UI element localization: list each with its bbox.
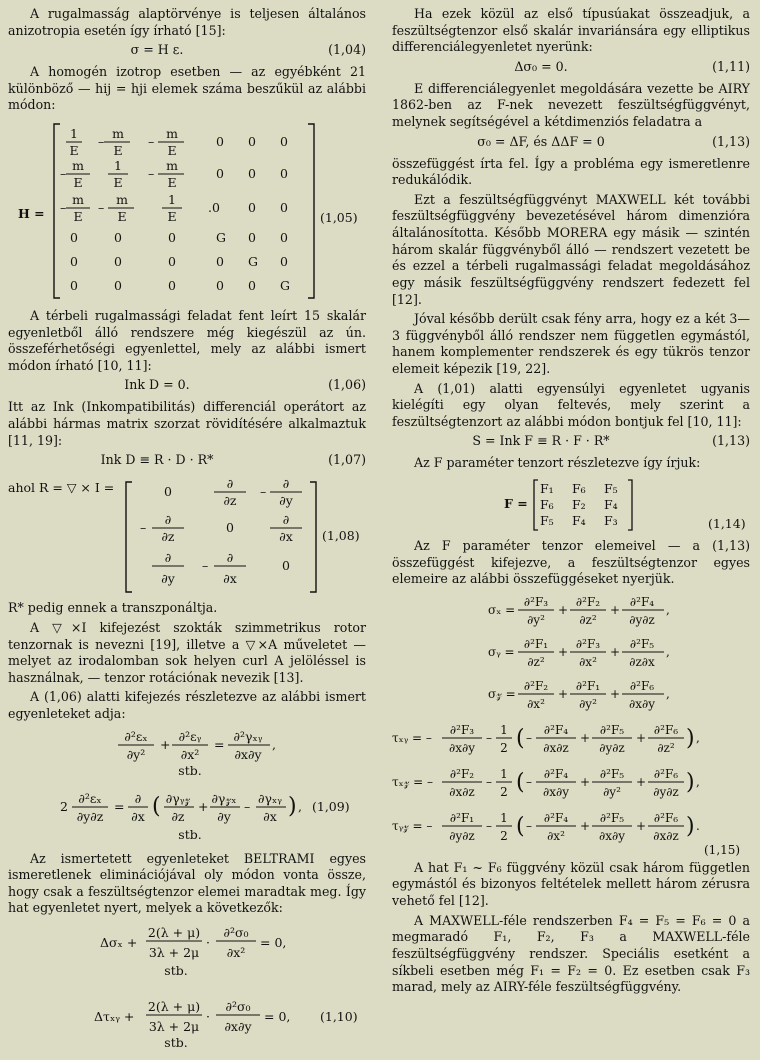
svg-text:–: – <box>486 818 492 833</box>
svg-text:·: · <box>206 1009 210 1025</box>
svg-text:Δτₓᵧ +: Δτₓᵧ + <box>94 1009 135 1025</box>
svg-text:,: , <box>696 774 700 789</box>
svg-text:+: + <box>558 644 569 659</box>
svg-text:+: + <box>580 730 591 745</box>
svg-text:–: – <box>60 200 67 216</box>
svg-text:+: + <box>558 602 569 617</box>
svg-text:0: 0 <box>248 230 256 246</box>
paragraph: Ezt a feszültségfüggvényt MAXWELL két további feszültségfüggvény bevezetésével három dimenzióra általánosította. Később MORERA egy másik — szintén három skalár függvényből álló — rendszert vezetett be és ezzel a térbeli rugalmassági feladat megoldásához egy másik feszültségfüggvény rendszert fedezett fel [12]. <box>392 191 750 307</box>
svg-text:σₓ =: σₓ = <box>488 602 516 617</box>
svg-text:0: 0 <box>280 230 288 246</box>
svg-text:∂y∂z: ∂y∂z <box>599 740 625 755</box>
svg-text:stb.: stb. <box>164 963 188 979</box>
svg-text:0: 0 <box>226 520 234 536</box>
svg-text:0: 0 <box>280 254 288 270</box>
svg-text:∂x²: ∂x² <box>579 654 597 669</box>
paragraph: Itt az Ink (Inkompatibilitás) differenciál operátort az alábbi hármas matrix szorzat rövidítésére alkalmaztuk [11, 19]: <box>8 399 366 448</box>
svg-text:–: – <box>60 166 67 182</box>
svg-text:,: , <box>272 736 276 752</box>
paragraph: Az F paraméter tenzort részletezve így írjuk: <box>414 455 701 471</box>
svg-text:–: – <box>526 818 532 833</box>
svg-text:(: ( <box>516 769 525 795</box>
svg-text:+: + <box>198 798 209 814</box>
equation-1-09 <box>8 727 366 847</box>
equation-1-07: Ink D ≡ R · D · R* (1,07) <box>100 452 366 468</box>
svg-text:(: ( <box>516 813 525 839</box>
svg-text:+: + <box>558 686 569 701</box>
paragraph: R* pedig ennek a transzponáltja. <box>8 600 218 616</box>
svg-text:∂²σ₀: ∂²σ₀ <box>225 999 251 1015</box>
svg-text:1: 1 <box>500 722 508 737</box>
equation-1-14 <box>392 476 750 534</box>
svg-text:=: = <box>214 736 225 752</box>
paragraph: A (1,01) alatti egyensúlyi egyenletet ugyanis kielégíti egy olyan feltevés, mely szerint a feszültségtenzort az alábbi módon bontjuk fel [10, 11]: <box>392 380 750 429</box>
svg-text:τₓ𝓏 = –: τₓ𝓏 = – <box>392 774 433 789</box>
svg-text:(1,10): (1,10) <box>320 1009 358 1025</box>
svg-text:∂y²: ∂y² <box>603 784 621 799</box>
svg-text:m: m <box>112 126 124 142</box>
paragraph: Az ismertetett egyenleteket BELTRAMI egyes ismeretlenek eliminációjával oly módon vonta össze, hogy csak a feszültségtenzor elemei maradtak meg. Így hat egyenletet nyert, melyek a következők: <box>8 850 366 916</box>
svg-text:∂γᵧ𝓏: ∂γᵧ𝓏 <box>165 790 191 806</box>
svg-text:∂²F₁: ∂²F₁ <box>449 810 475 825</box>
equation-1-06: Ink D = 0. (1,06) <box>124 377 366 393</box>
svg-text:F₅: F₅ <box>540 513 554 529</box>
svg-text:∂x∂y: ∂x∂y <box>629 696 655 711</box>
svg-text:m: m <box>72 158 84 174</box>
svg-text:m: m <box>166 126 178 142</box>
paragraph: E differenciálegyenlet megoldására vezette be AIRY 1862-ben az F-nek nevezett feszültségfüggvényt, melynek segítségével a kétdimenziós feladatra a <box>392 80 750 130</box>
svg-text:(1,09): (1,09) <box>312 798 350 814</box>
svg-text:+: + <box>636 774 647 789</box>
svg-text:stb.: stb. <box>178 826 202 842</box>
svg-text:–: – <box>140 520 147 536</box>
svg-text:2: 2 <box>500 740 508 755</box>
svg-text:E: E <box>113 175 123 191</box>
svg-text:0: 0 <box>248 134 256 150</box>
svg-text:(1,14): (1,14) <box>708 516 746 532</box>
svg-text:∂y: ∂y <box>279 493 293 509</box>
svg-text:∂: ∂ <box>164 550 172 566</box>
svg-text:∂x∂y: ∂x∂y <box>224 1019 252 1035</box>
svg-text:0: 0 <box>280 166 288 182</box>
paragraph: Az F paraméter tenzor elemeivel — a (1,13) összefüggést kifejezve, a feszültségtenzor egyes elemeire az alábbi összefüggéseket nyerjük. <box>392 538 750 587</box>
svg-text:G: G <box>216 230 226 246</box>
paragraph: A térbeli rugalmassági feladat fent leírt 15 skalár egyenletből álló rendszere még kiegészül az ún. összeférhetőségi egyenlettel, mely az alábbi ismert módon írható [10, 11]: <box>8 308 366 373</box>
svg-text:(1,15): (1,15) <box>704 842 741 856</box>
svg-text:∂y: ∂y <box>217 808 231 824</box>
svg-text:∂²γₓᵧ: ∂²γₓᵧ <box>233 728 263 744</box>
svg-text:0: 0 <box>70 230 78 246</box>
svg-text:F₁: F₁ <box>540 481 554 497</box>
svg-text:m: m <box>116 192 128 208</box>
svg-text:): ) <box>686 813 695 839</box>
svg-text:0: 0 <box>168 230 176 246</box>
svg-text:∂²σ₀: ∂²σ₀ <box>223 925 249 941</box>
svg-text:+: + <box>610 686 621 701</box>
svg-text:+: + <box>636 818 647 833</box>
paragraph: Ha ezek közül az első típusúakat összeadjuk, a feszültségtenzor első skalár invariánsára egy elliptikus differenciálegyenletet nyerünk: <box>392 6 750 55</box>
svg-text:∂x∂y: ∂x∂y <box>449 740 475 755</box>
svg-text:G: G <box>280 278 290 294</box>
svg-text:F₃: F₃ <box>604 513 618 529</box>
svg-text:F₄: F₄ <box>604 497 618 513</box>
svg-text:∂: ∂ <box>282 512 290 528</box>
svg-text:∂x∂z: ∂x∂z <box>543 740 569 755</box>
equation-1-13b: S = Ink F ≡ R · F · R* (1,13) <box>472 433 750 449</box>
svg-text:∂²F₆: ∂²F₆ <box>653 722 679 737</box>
svg-text:∂x²: ∂x² <box>180 746 200 762</box>
svg-text:∂x²: ∂x² <box>547 828 565 843</box>
svg-text:F =: F = <box>504 496 528 512</box>
svg-text:∂²F₃: ∂²F₃ <box>523 594 549 609</box>
svg-text:∂x∂y: ∂x∂y <box>543 784 569 799</box>
svg-text:∂x∂y: ∂x∂y <box>599 828 625 843</box>
svg-text:∂z: ∂z <box>171 808 185 824</box>
svg-text:∂z²: ∂z² <box>657 740 675 755</box>
svg-text:–: – <box>526 774 532 789</box>
matrix-lhs: H = <box>18 206 45 222</box>
svg-text:0: 0 <box>216 278 224 294</box>
svg-text:=: = <box>114 798 125 814</box>
svg-text:0: 0 <box>248 166 256 182</box>
svg-text:∂x: ∂x <box>263 808 277 824</box>
svg-text:∂x²: ∂x² <box>527 696 545 711</box>
svg-text:∂x∂y: ∂x∂y <box>234 746 262 762</box>
svg-text:∂x: ∂x <box>279 529 293 545</box>
svg-text:0: 0 <box>280 134 288 150</box>
svg-text:∂x∂z: ∂x∂z <box>653 828 679 843</box>
svg-text:∂z∂x: ∂z∂x <box>629 654 655 669</box>
svg-text:∂²F₂: ∂²F₂ <box>575 594 601 609</box>
svg-text:1: 1 <box>500 810 508 825</box>
svg-text:∂z: ∂z <box>161 529 175 545</box>
equation-1-13a: σ₀ = ΔF, és ΔΔF = 0 (1,13) <box>477 133 750 149</box>
svg-text:E: E <box>117 209 127 225</box>
svg-text:∂²F₅: ∂²F₅ <box>629 636 655 651</box>
svg-text:): ) <box>686 725 695 751</box>
svg-text:0: 0 <box>70 254 78 270</box>
equation-1-10 <box>8 921 366 1051</box>
svg-text:2: 2 <box>500 828 508 843</box>
svg-text:,: , <box>298 798 302 814</box>
svg-text:F₆: F₆ <box>540 497 554 513</box>
svg-text:0: 0 <box>114 230 122 246</box>
svg-text:τᵧ𝓏 = –: τᵧ𝓏 = – <box>392 818 433 833</box>
svg-text:0: 0 <box>114 254 122 270</box>
svg-text:0: 0 <box>248 278 256 294</box>
svg-text:,: , <box>666 644 670 659</box>
svg-text:∂²F₆: ∂²F₆ <box>653 810 679 825</box>
svg-text:0: 0 <box>248 200 256 216</box>
svg-text:1: 1 <box>114 158 122 174</box>
svg-text:∂x: ∂x <box>131 808 145 824</box>
svg-text:–: – <box>486 730 492 745</box>
svg-text:∂: ∂ <box>282 476 290 492</box>
svg-text:τₓᵧ = –: τₓᵧ = – <box>392 730 432 745</box>
svg-text:∂γ𝓏ₓ: ∂γ𝓏ₓ <box>211 790 237 806</box>
svg-text:): ) <box>288 793 297 819</box>
svg-text:∂²F₄: ∂²F₄ <box>543 766 569 781</box>
eq-number: (1,05) <box>320 210 358 226</box>
svg-text:–: – <box>148 166 155 182</box>
svg-text:–: – <box>526 730 532 745</box>
svg-text:∂z²: ∂z² <box>527 654 545 669</box>
svg-text:ahol R = ▽ × I =: ahol R = ▽ × I = <box>8 480 115 496</box>
svg-text:0: 0 <box>114 278 122 294</box>
svg-text:∂γₓᵧ: ∂γₓᵧ <box>258 790 282 806</box>
svg-text:∂²εₓ: ∂²εₓ <box>124 728 148 744</box>
svg-text:E: E <box>73 209 83 225</box>
svg-text:∂²εᵧ: ∂²εᵧ <box>178 728 202 744</box>
svg-text:m: m <box>166 158 178 174</box>
svg-text:+: + <box>610 602 621 617</box>
svg-text:∂²F₂: ∂²F₂ <box>449 766 475 781</box>
equation-1-04: σ = H ε. (1,04) <box>130 42 366 58</box>
svg-text:= 0,: = 0, <box>264 1009 291 1025</box>
svg-text:2(λ + μ): 2(λ + μ) <box>147 925 201 941</box>
equation-1-08 <box>8 476 366 596</box>
svg-text:–: – <box>202 558 209 574</box>
paragraph: A MAXWELL-féle rendszerben F₄ = F₅ = F₆ = 0 a megmaradó F₁, F₂, F₃ a MAXWELL-féle feszültségfüggvény rendszer. Speciális esetként a síkbeli esetben még F₁ = F₂ = 0. Ez esetben csak F₃ marad, mely az AIRY-féle feszültségfüggvény. <box>392 912 750 995</box>
svg-text:F₄: F₄ <box>572 513 586 529</box>
svg-text:.: . <box>696 818 700 833</box>
svg-text:∂²F₅: ∂²F₅ <box>599 722 625 737</box>
svg-text:–: – <box>98 200 105 216</box>
svg-text:stb.: stb. <box>164 1035 188 1051</box>
svg-text:3λ + 2μ: 3λ + 2μ <box>148 945 200 961</box>
svg-text:0: 0 <box>282 558 290 574</box>
svg-text:E: E <box>167 175 177 191</box>
svg-text:–: – <box>148 134 155 150</box>
svg-text:E: E <box>73 175 83 191</box>
svg-text:E: E <box>113 143 123 159</box>
svg-text:∂²F₃: ∂²F₃ <box>449 722 475 737</box>
svg-text:∂²F₄: ∂²F₄ <box>543 722 569 737</box>
svg-text:∂y∂z: ∂y∂z <box>76 808 104 824</box>
svg-text:0: 0 <box>216 166 224 182</box>
svg-text:∂²F₁: ∂²F₁ <box>575 678 601 693</box>
svg-text:∂y: ∂y <box>161 571 175 587</box>
svg-text:G: G <box>248 254 258 270</box>
svg-text:+: + <box>580 774 591 789</box>
right-column <box>392 6 750 999</box>
left-column <box>8 6 366 1055</box>
svg-text:∂y∂z: ∂y∂z <box>449 828 475 843</box>
svg-text:m: m <box>72 192 84 208</box>
svg-text:∂y∂z: ∂y∂z <box>629 612 655 627</box>
svg-text:–: – <box>98 134 105 150</box>
paragraph: összefüggést írta fel. Így a probléma egy ismeretlenre redukálódik. <box>392 155 750 188</box>
svg-text:0: 0 <box>216 134 224 150</box>
equation-1-15 <box>392 592 750 856</box>
svg-text:2(λ + μ): 2(λ + μ) <box>147 999 201 1015</box>
paragraph: A (1,06) alatti kifejezés részletezve az alábbi ismert egyenleteket adja: <box>8 689 366 721</box>
paragraph: Jóval később derült csak fény arra, hogy ez a két 3—3 függvényből álló rendszer nem független egymástól, hanem komplementer rendszerek és egy tükrös tenzor elemeit képezik [19, 22]. <box>392 311 750 376</box>
svg-text:2: 2 <box>500 784 508 799</box>
svg-text:= 0,: = 0, <box>260 935 287 951</box>
svg-text:∂x∂z: ∂x∂z <box>449 784 475 799</box>
svg-text:,: , <box>696 730 700 745</box>
svg-text:∂²F₅: ∂²F₅ <box>599 766 625 781</box>
svg-text:·: · <box>206 935 210 951</box>
svg-text:∂y²: ∂y² <box>579 696 597 711</box>
svg-text:(: ( <box>516 725 525 751</box>
svg-text:∂²F₄: ∂²F₄ <box>543 810 569 825</box>
svg-text:∂: ∂ <box>134 790 142 806</box>
svg-text:E: E <box>167 143 177 159</box>
svg-text:∂²F₄: ∂²F₄ <box>629 594 655 609</box>
svg-text:∂x: ∂x <box>223 571 237 587</box>
svg-text:+: + <box>636 730 647 745</box>
svg-text:∂²F₂: ∂²F₂ <box>523 678 549 693</box>
paragraph: A rugalmasság alaptörvénye is teljesen általános anizotropia esetén így írható [15]: <box>8 6 366 38</box>
svg-text:,: , <box>666 686 670 701</box>
svg-text:F₆: F₆ <box>572 481 586 497</box>
svg-text:∂²F₁: ∂²F₁ <box>523 636 549 651</box>
paragraph: A hat F₁ ~ F₆ függvény közül csak három független egymástól és bizonyos feltételek mellett három zérusra vehető fel [12]. <box>392 859 750 909</box>
svg-text:–: – <box>244 798 251 814</box>
svg-text:∂²F₃: ∂²F₃ <box>575 636 601 651</box>
svg-text:0: 0 <box>168 278 176 294</box>
svg-text:E: E <box>167 209 177 225</box>
svg-text:∂y²: ∂y² <box>527 612 545 627</box>
svg-text:σ𝓏 =: σ𝓏 = <box>488 686 516 701</box>
svg-text:∂²F₆: ∂²F₆ <box>653 766 679 781</box>
svg-text:∂²F₅: ∂²F₅ <box>599 810 625 825</box>
svg-text:0: 0 <box>168 254 176 270</box>
svg-text:stb.: stb. <box>178 762 202 778</box>
paragraph: A homogén izotrop esetben — az egyébként 21 különböző — hij = hji elemek száma beszűkül az alábbi módon: <box>8 64 366 113</box>
svg-text:1: 1 <box>500 766 508 781</box>
svg-text:∂z: ∂z <box>223 493 237 509</box>
svg-text:F₅: F₅ <box>604 481 618 497</box>
matrix-f <box>392 476 750 534</box>
svg-text:0: 0 <box>216 254 224 270</box>
paragraph: A ▽×I kifejezést szokták szimmetrikus rotor tenzornak is nevezni [19], illetve a ▽×A műveletet — melyet az irodalomban sok helyen curl A jelöléssel is használnak, — tenzor rotációnak nevezik [13]. <box>8 619 366 685</box>
svg-text:∂: ∂ <box>226 476 234 492</box>
svg-text:∂y²: ∂y² <box>126 746 146 762</box>
svg-text:,: , <box>666 602 670 617</box>
svg-text:∂²F₆: ∂²F₆ <box>629 678 655 693</box>
svg-text:∂: ∂ <box>164 512 172 528</box>
svg-text:∂z²: ∂z² <box>579 612 597 627</box>
svg-text:2: 2 <box>60 798 68 814</box>
svg-text:(: ( <box>152 793 161 819</box>
svg-text:0: 0 <box>70 278 78 294</box>
svg-text:F₂: F₂ <box>572 497 586 513</box>
svg-text:): ) <box>686 769 695 795</box>
svg-text:0: 0 <box>280 200 288 216</box>
svg-text:(1,08): (1,08) <box>322 528 360 544</box>
svg-text:∂y∂z: ∂y∂z <box>653 784 679 799</box>
svg-text:∂: ∂ <box>226 550 234 566</box>
svg-text:∂x²: ∂x² <box>226 945 246 961</box>
svg-text:.0: .0 <box>208 200 220 216</box>
svg-text:1: 1 <box>168 192 176 208</box>
equation-1-05 <box>8 118 366 304</box>
svg-text:+: + <box>580 818 591 833</box>
svg-text:∂²εₓ: ∂²εₓ <box>78 790 102 806</box>
equation-1-11: Δσ₀ = 0. (1,11) <box>514 58 750 74</box>
svg-text:1: 1 <box>70 126 78 142</box>
svg-text:3λ + 2μ: 3λ + 2μ <box>148 1019 200 1035</box>
svg-text:0: 0 <box>164 484 172 500</box>
svg-text:+: + <box>610 644 621 659</box>
svg-text:σᵧ =: σᵧ = <box>488 644 515 659</box>
svg-text:E: E <box>69 143 79 159</box>
svg-text:Δσₓ +: Δσₓ + <box>100 935 138 951</box>
svg-text:–: – <box>260 484 267 500</box>
matrix-h <box>8 118 366 304</box>
svg-text:–: – <box>486 774 492 789</box>
matrix-r <box>8 476 366 596</box>
svg-text:+: + <box>160 736 171 752</box>
